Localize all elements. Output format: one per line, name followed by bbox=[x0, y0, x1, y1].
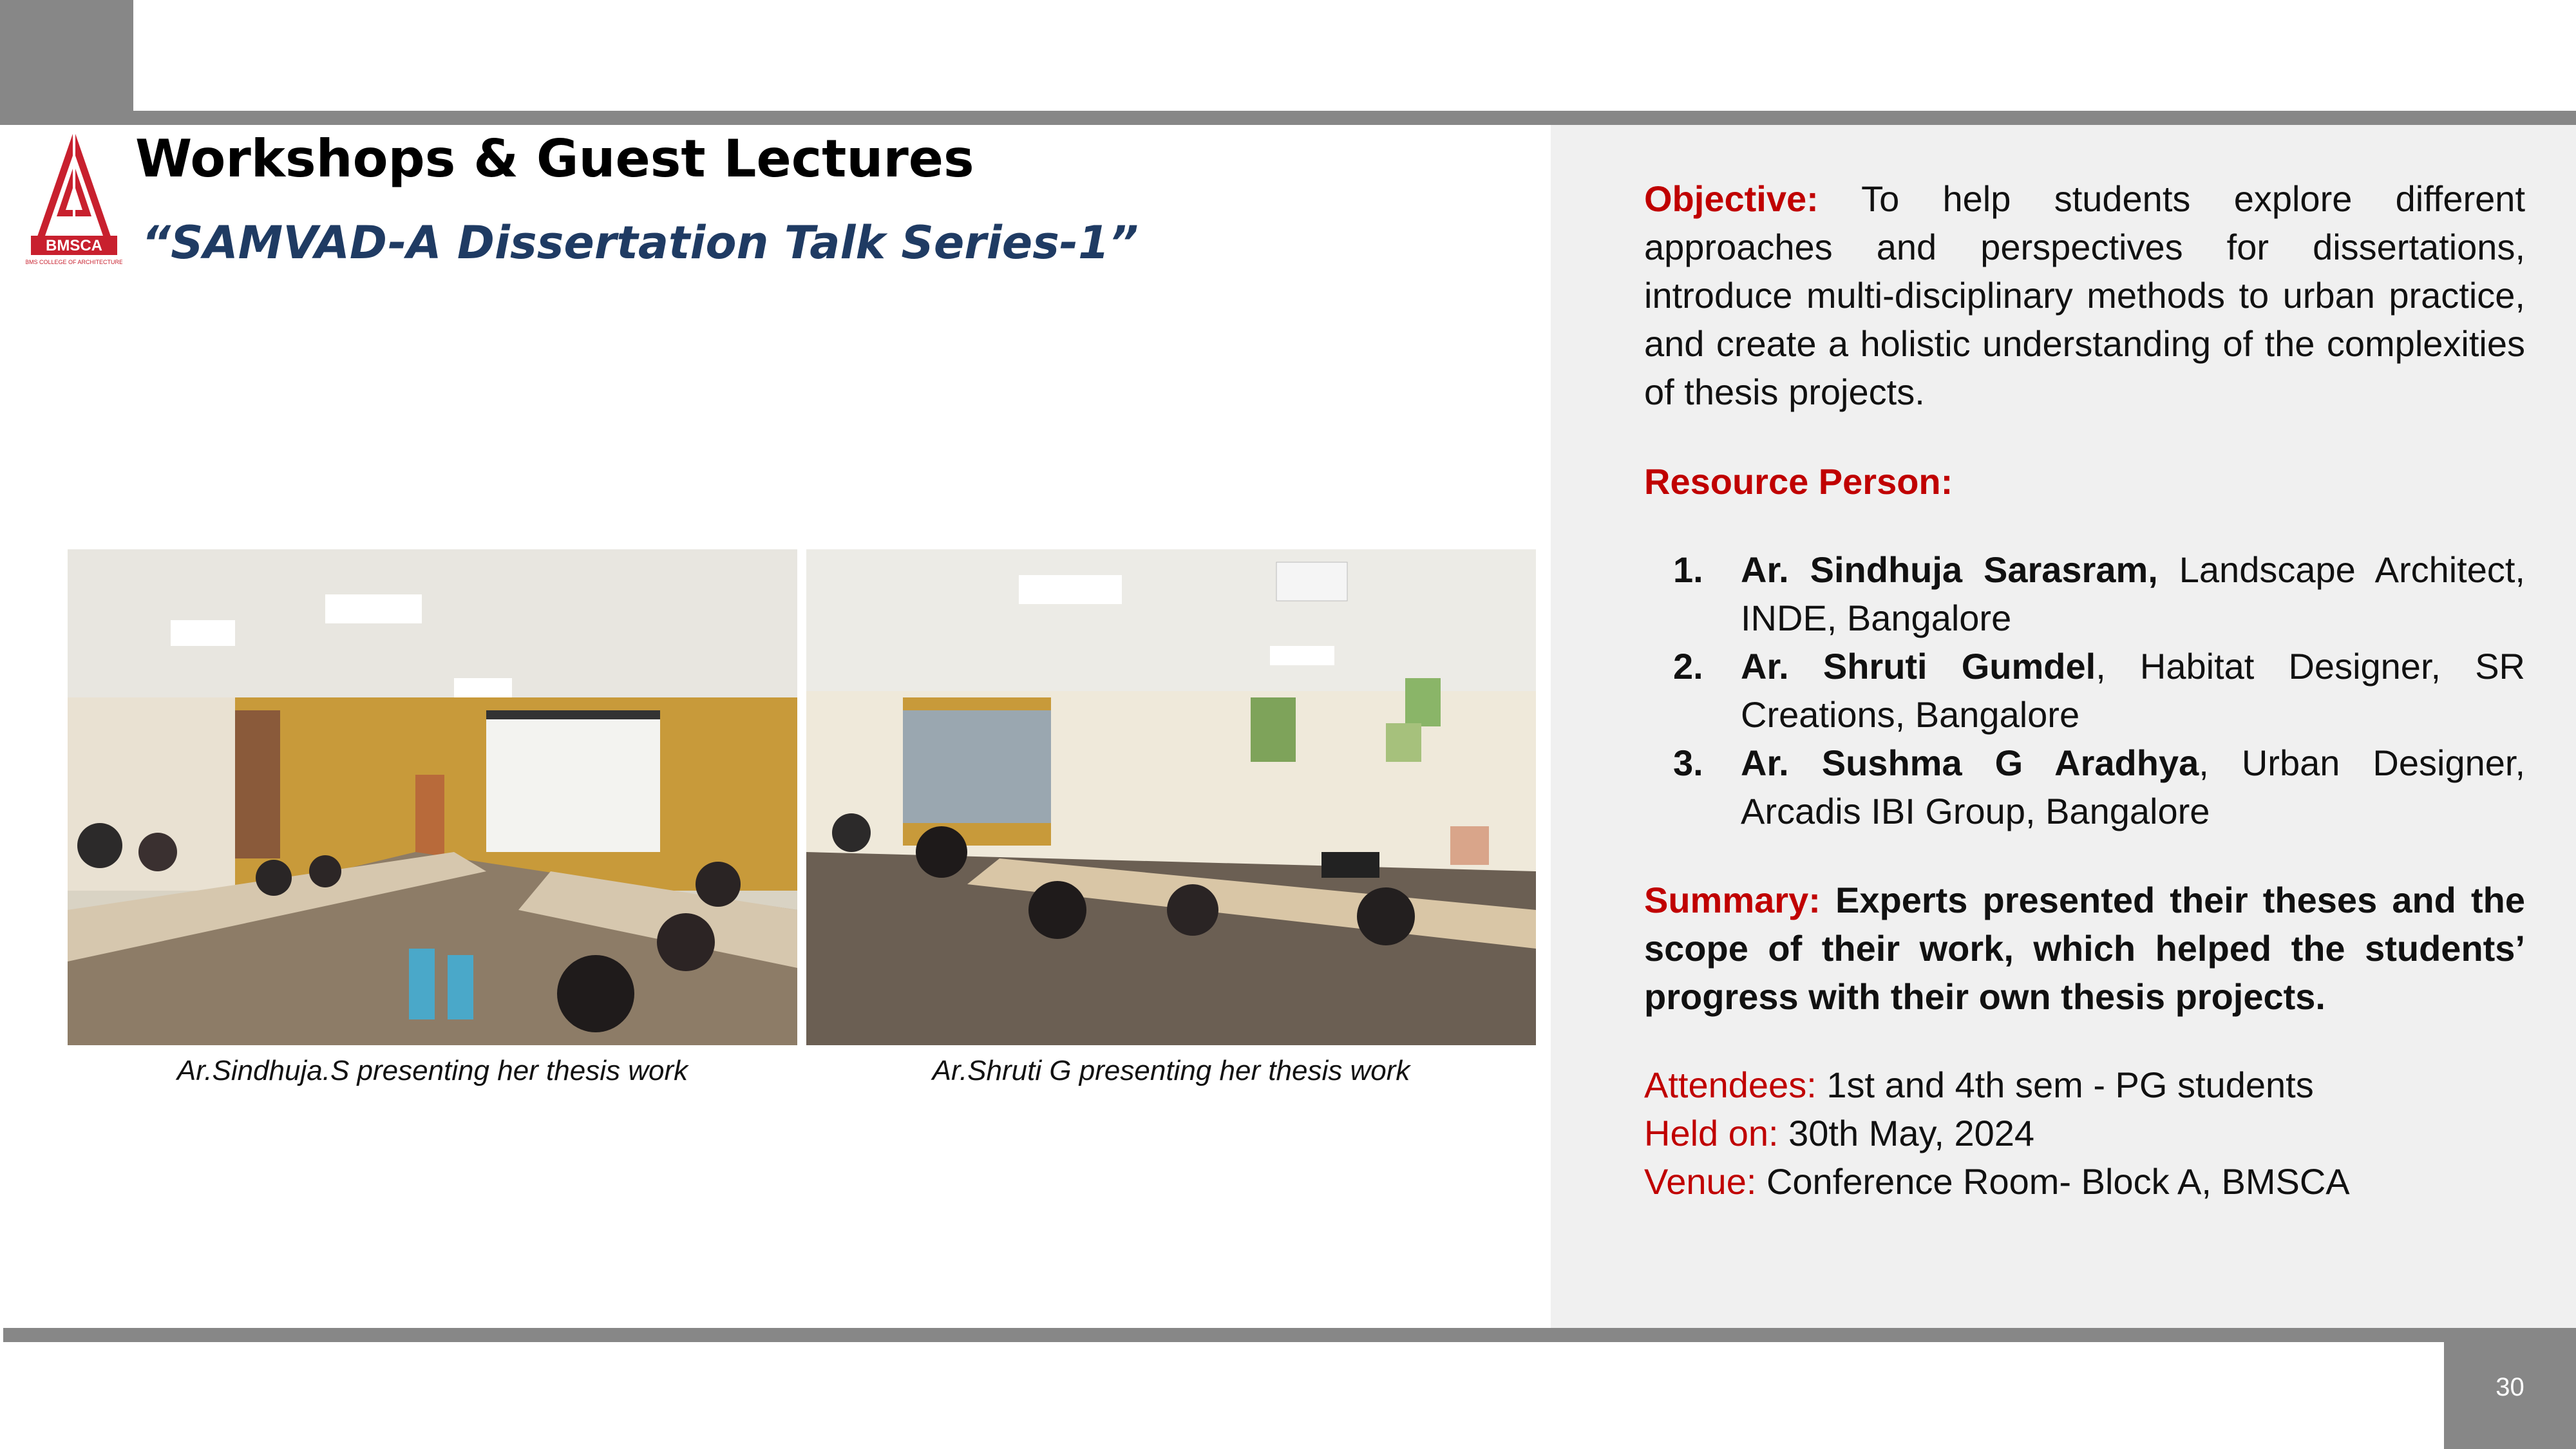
header-bar-line bbox=[0, 111, 2576, 125]
resource-label-text: Resource Person: bbox=[1644, 461, 1953, 502]
event-photo-1 bbox=[68, 549, 797, 1045]
header-bar-block bbox=[0, 0, 133, 122]
resource-person-desc: , Urban Designer, Arcadis IBI Group, Bangalore bbox=[1741, 743, 2525, 831]
resource-person-desc: Landscape Architect, INDE, Bangalore bbox=[1741, 549, 2525, 638]
held-on-label: Held on: bbox=[1644, 1113, 1779, 1153]
objective-block bbox=[1644, 175, 2525, 416]
bmsca-logo-icon bbox=[26, 126, 122, 267]
held-on-value: 30th May, 2024 bbox=[1788, 1113, 2035, 1153]
page-title: Workshops & Guest Lectures bbox=[135, 129, 974, 189]
venue-line bbox=[1644, 1157, 2525, 1206]
venue-label: Venue: bbox=[1644, 1161, 1757, 1202]
list-item bbox=[1644, 739, 2525, 835]
list-item-number: 2. bbox=[1673, 646, 1703, 687]
photo-2-caption: Ar.Shruti G presenting her thesis work bbox=[932, 1055, 1410, 1086]
list-item bbox=[1644, 642, 2525, 739]
attendees-label: Attendees: bbox=[1644, 1065, 1817, 1105]
list-item bbox=[1644, 545, 2525, 642]
summary-text: Experts presented their theses and the scope of their work, which helped the students’ progress with their own thesis projects. bbox=[1644, 880, 2525, 1017]
held-on-line bbox=[1644, 1109, 2525, 1157]
attendees-line bbox=[1644, 1061, 2525, 1109]
resource-list bbox=[1644, 545, 2525, 835]
summary-label: Summary: bbox=[1644, 880, 1821, 920]
objective-label: Objective: bbox=[1644, 178, 1819, 219]
footer-bar-line bbox=[3, 1328, 2576, 1342]
objective-text: To help students explore different approaches and perspectives for dissertations, introduce multi-disciplinary methods to urban practice, and create a holistic understanding of the complexities of thesis projects. bbox=[1644, 178, 2525, 412]
logo-text: BMSCA bbox=[46, 237, 102, 254]
page-subtitle: “SAMVAD-A Dissertation Talk Series-1” bbox=[142, 216, 1139, 269]
venue-value: Conference Room- Block A, BMSCA bbox=[1766, 1161, 2350, 1202]
summary-block bbox=[1644, 876, 2525, 1021]
logo-subtext: BMS COLLEGE OF ARCHITECTURE bbox=[26, 259, 122, 265]
resource-person-name: Ar. Sindhuja Sarasram, bbox=[1741, 549, 2158, 590]
resource-person-desc: , Habitat Designer, SR Creations, Bangalore bbox=[1741, 646, 2525, 735]
photo-1-caption: Ar.Sindhuja.S presenting her thesis work bbox=[176, 1055, 688, 1086]
resource-person-name: Ar. Shruti Gumdel bbox=[1741, 646, 2096, 687]
event-photo-2 bbox=[806, 549, 1536, 1045]
list-item-number: 3. bbox=[1673, 743, 1703, 783]
attendees-value: 1st and 4th sem - PG students bbox=[1826, 1065, 2314, 1105]
list-item-number: 1. bbox=[1673, 549, 1703, 590]
resource-label bbox=[1644, 457, 2525, 506]
resource-person-name: Ar. Sushma G Aradhya bbox=[1741, 743, 2199, 783]
page-number: 30 bbox=[2496, 1372, 2524, 1401]
